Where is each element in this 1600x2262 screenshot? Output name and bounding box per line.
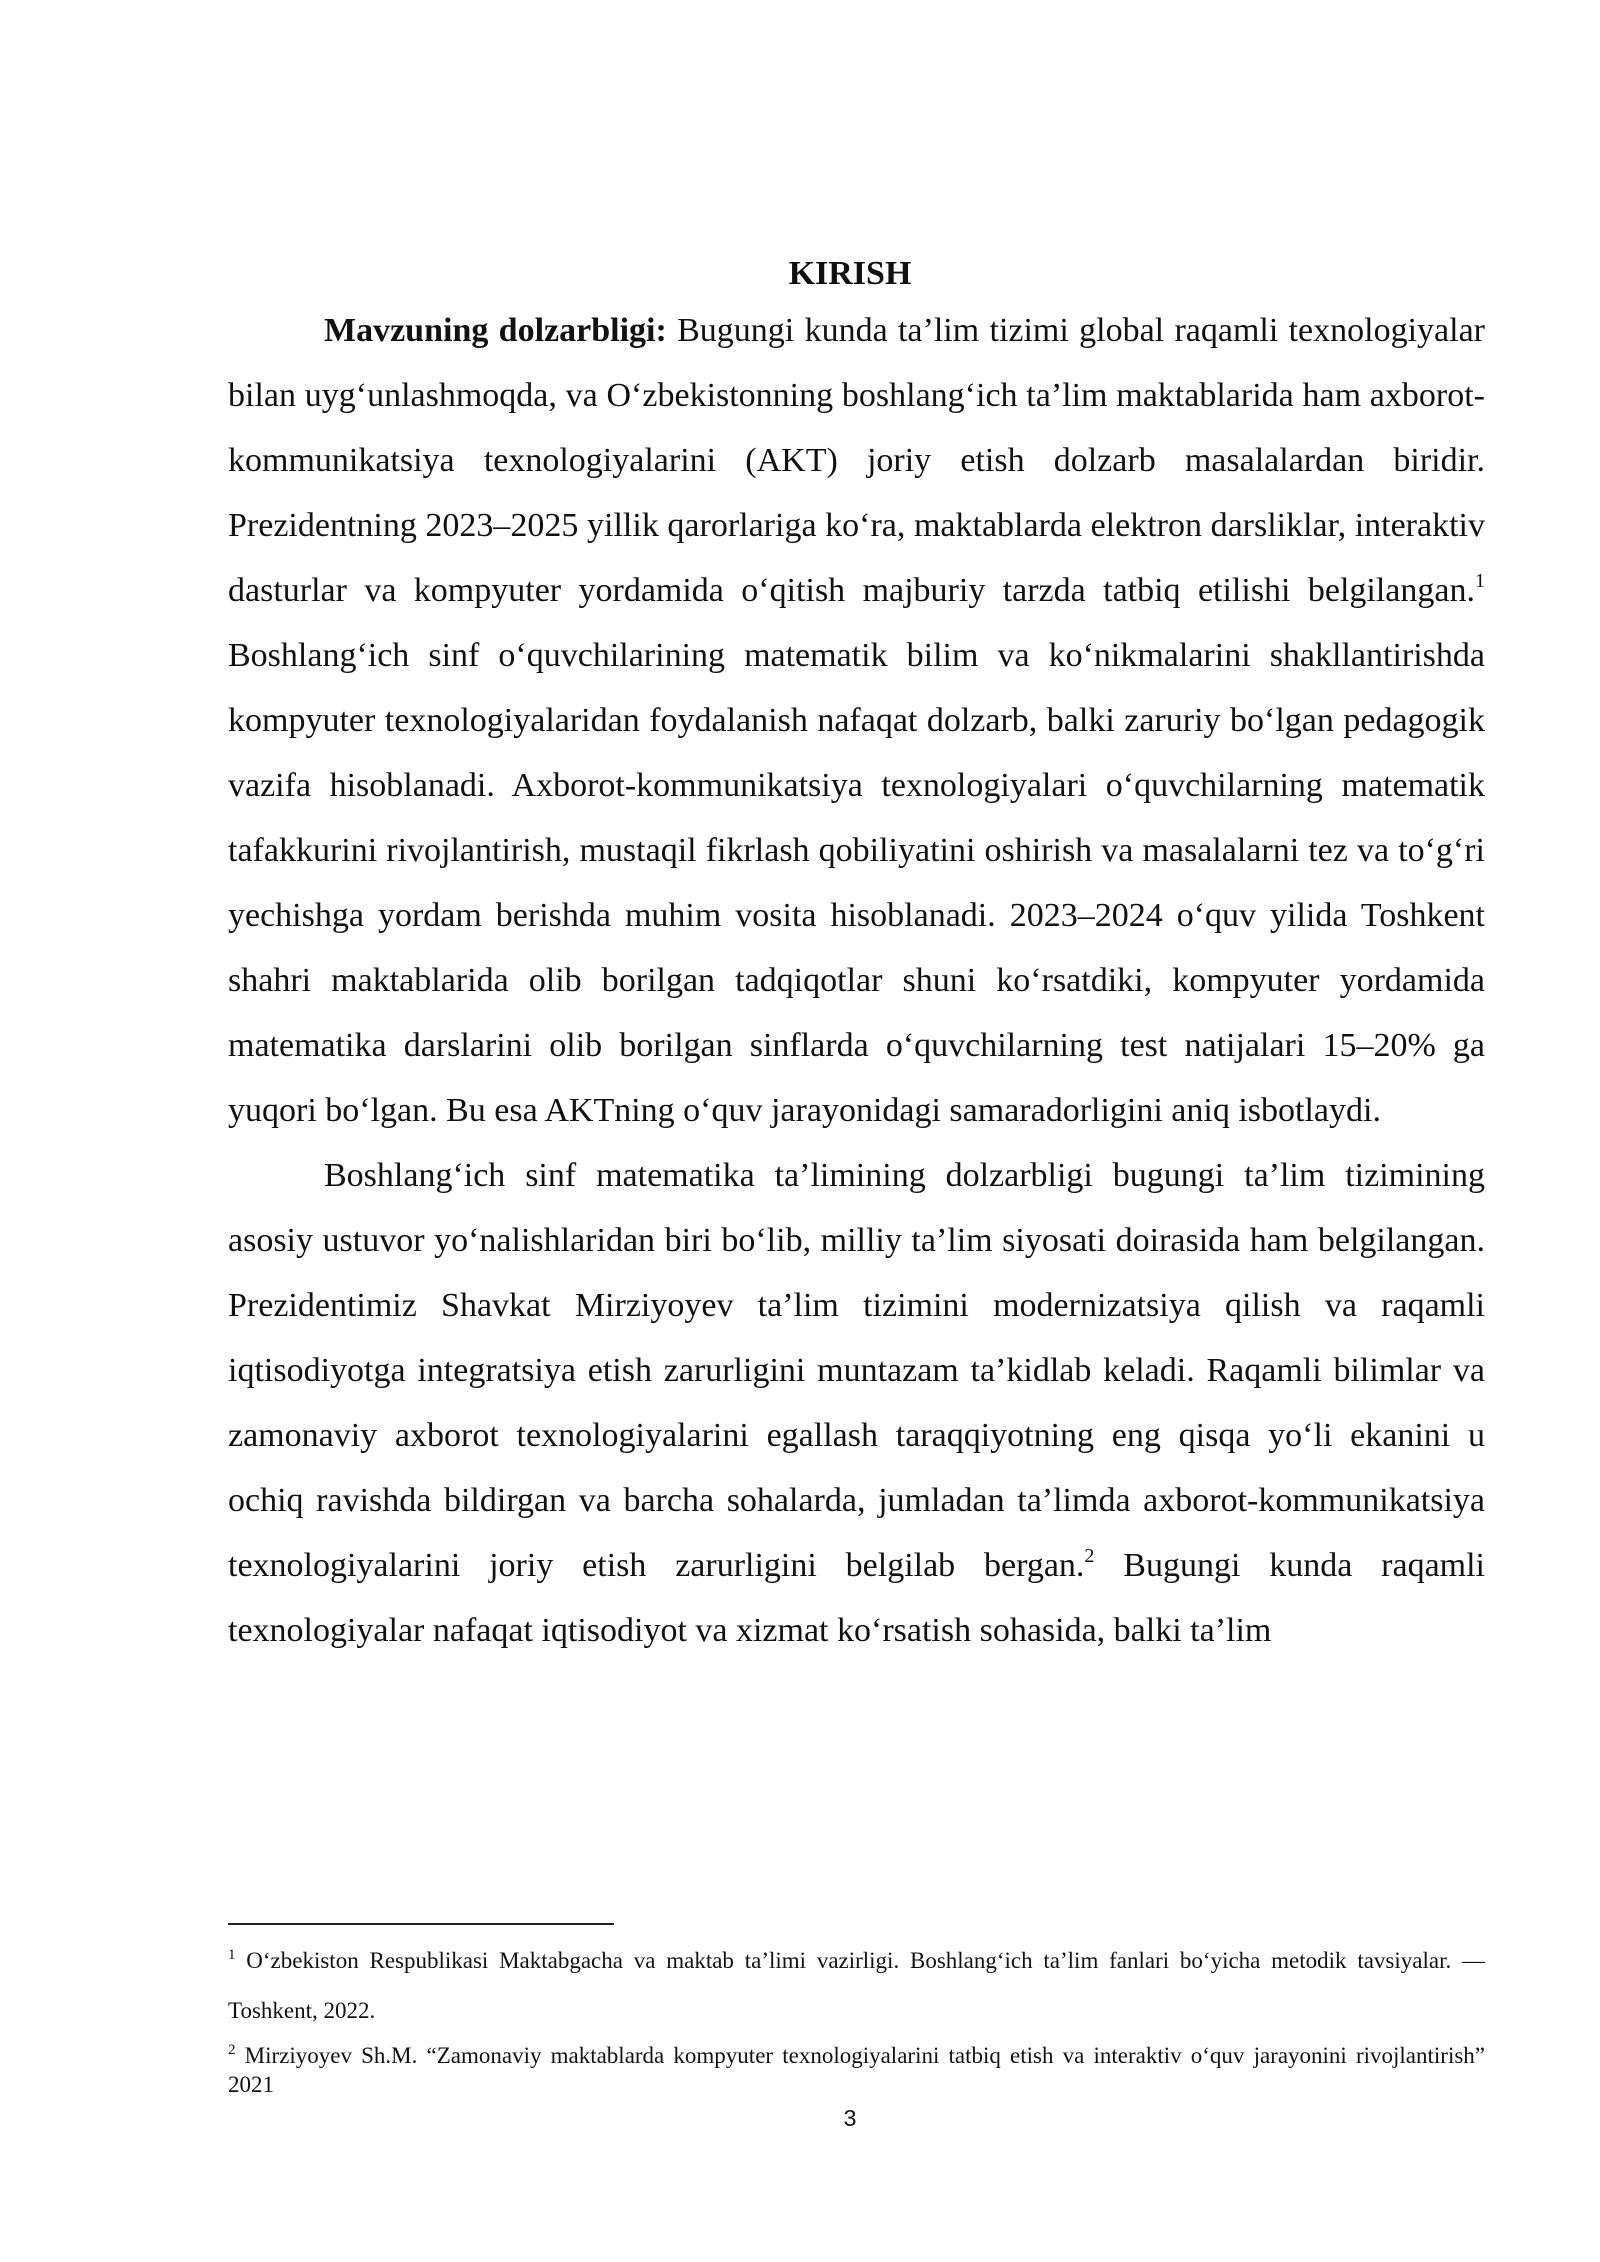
paragraph-text: Boshlang‘ich sinf matematika ta’limining dolzarbligi bugungi ta’lim tizimining asosiy ustuvor yo‘nalishlaridan biri bo‘lib, milliy ta’lim siyosati doirasida ham belgilangan. Prezidentimiz Shavkat Mirziyoyev ta’lim tizimini modernizatsiya qilish va raqamli iqtisodiyotga integratsiya etish zarurligini muntazam ta’kidlab keladi. Raqamli bilimlar va zamonaviy axborot texnologiyalarini egallash taraqqiyotning eng qisqa yo‘li ekanini u ochiq ravishda bildirgan va barcha sohalarda, jumladan ta’limda axborot-kommunikatsiya texnologiyalarini joriy etish zarurligini belgilab bergan. [228, 1157, 1485, 1584]
footnote-text: O‘zbekiston Respublikasi Maktabgacha va maktab ta’limi vazirligi. Boshlang‘ich ta’lim fanlari bo‘yicha metodik tavsiyalar. — Toshkent, 2022. [228, 1948, 1485, 2023]
footnote-reference-2[interactable]: 2 [1084, 1545, 1095, 1567]
paragraph-primary-math [228, 1143, 1485, 1663]
footnote-separator [228, 1923, 614, 1925]
footnote-number: 1 [228, 1947, 236, 1963]
footnote-text: Mirziyoyev Sh.M. “Zamonaviy maktablarda kompyuter texnologiyalarini tatbiq etish va interaktiv o‘quv jarayonini rivojlantirish” 2021 [228, 2043, 1485, 2097]
paragraph-text: Bugungi kunda ta’lim tizimi global raqamli texnologiyalar bilan uyg‘unlashmoqda, va O‘zbekistonning boshlang‘ich ta’lim maktablarida ham axborot-kommunikatsiya texnologiyalarini (AKT) joriy etish dolzarb masalalardan biridir. Prezidentning 2023–2025 yillik qarorlariga ko‘ra, maktablarda elektron darsliklar, interaktiv dasturlar va kompyuter yordamida o‘qitish majburiy tarzda tatbiq etilishi belgilangan. [228, 312, 1485, 609]
footnote-reference-1[interactable]: 1 [1475, 570, 1485, 592]
paragraph-bold-lead: Mavzuning dolzarbligi: [324, 312, 667, 349]
footnote-2 [228, 2041, 1485, 2099]
footnote-1 [228, 1936, 1485, 2036]
section-heading: KIRISH [788, 255, 912, 292]
paragraph-text: Bugungi kunda raqamli texnologiyalar nafaqat iqtisodiyot va xizmat ko‘rsatish sohasida, balki ta’lim [228, 1547, 1485, 1649]
paragraph-relevance [228, 298, 1485, 1143]
page-number: 3 [843, 2105, 857, 2131]
body-text [228, 298, 1485, 1663]
footnote-number: 2 [228, 2042, 236, 2058]
paragraph-text: Boshlang‘ich sinf o‘quvchilarining matematik bilim va ko‘nikmalarini shakllantirishda kompyuter texnologiyalaridan foydalanish nafaqat dolzarb, balki zaruriy bo‘lgan pedagogik vazifa hisoblanadi. Axborot-kommunikatsiya texnologiyalari o‘quvchilarning matematik tafakkurini rivojlantirish, mustaqil fikrlash qobiliyatini oshirish va masalalarni tez va to‘g‘ri yechishga yordam berishda muhim vosita hisoblanadi. 2023–2024 o‘quv yilida Toshkent shahri maktablarida olib borilgan tadqiqotlar shuni ko‘rsatdiki, kompyuter yordamida matematika darslarini olib borilgan sinflarda o‘quvchilarning test natijalari 15–20% ga yuqori bo‘lgan. Bu esa AKTning o‘quv jarayonidagi samaradorligini aniq isbotlaydi. [228, 637, 1485, 1129]
footnotes [228, 1936, 1485, 2099]
